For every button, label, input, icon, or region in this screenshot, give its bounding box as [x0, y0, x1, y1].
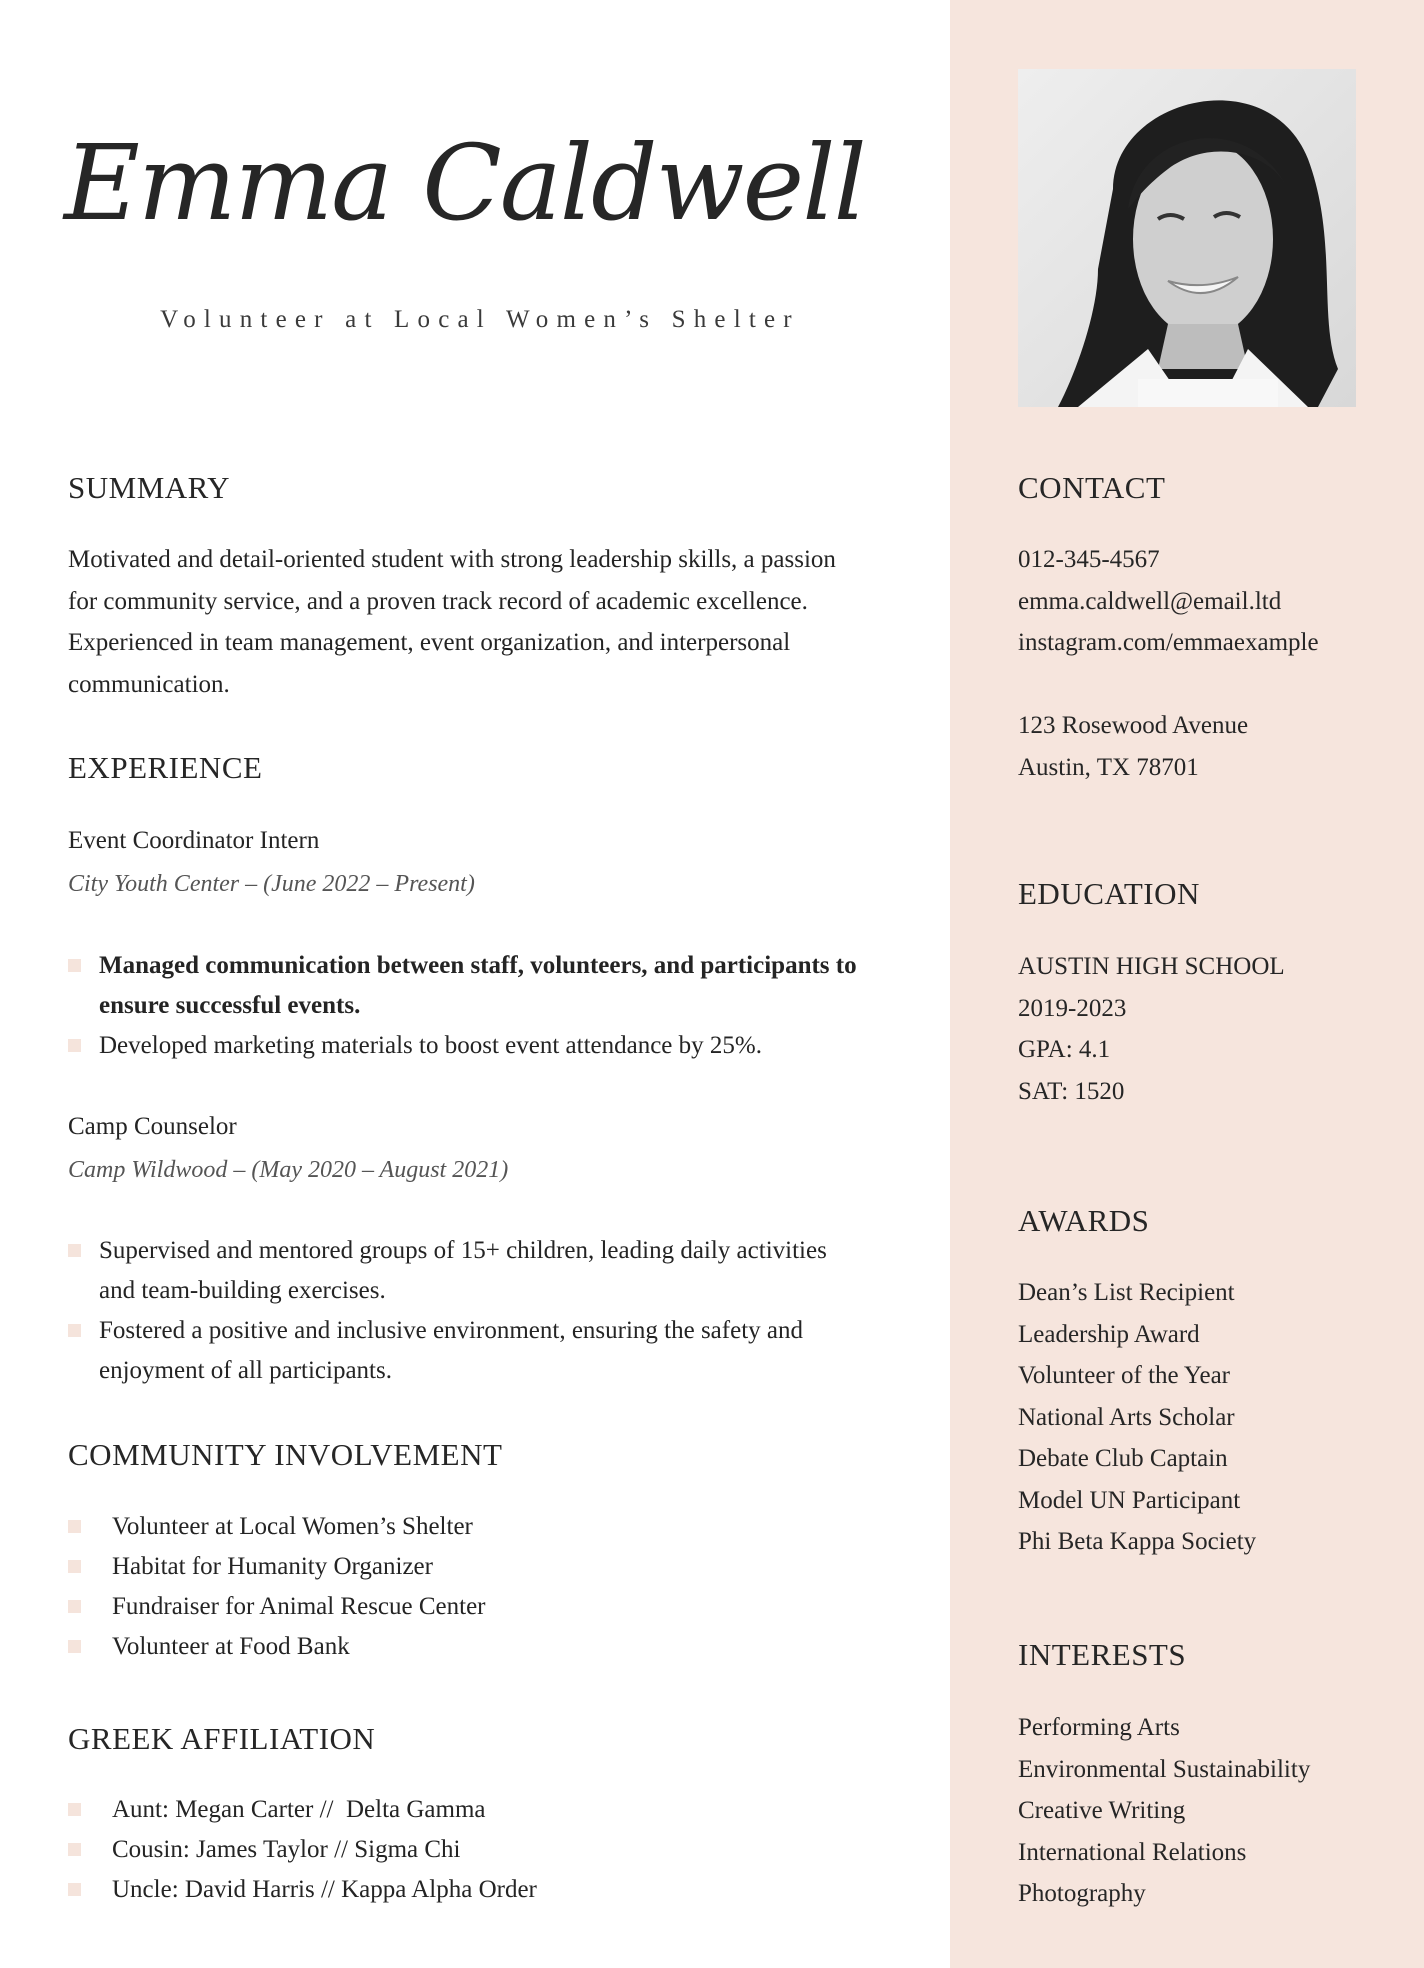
education-sat: SAT: 1520	[1018, 1077, 1125, 1105]
list-item: Uncle: David Harris // Kappa Alpha Order	[68, 1870, 768, 1910]
education-school: AUSTIN HIGH SCHOOL	[1018, 953, 1285, 980]
job-meta: City Youth Center – (June 2022 – Present)	[68, 871, 475, 897]
list-item: Performing Arts	[1018, 1714, 1180, 1741]
list-item: Habitat for Humanity Organizer	[68, 1547, 768, 1587]
summary-heading: SUMMARY	[68, 470, 230, 505]
list-item: Volunteer at Food Bank	[68, 1627, 768, 1667]
bullet-square-icon	[68, 1883, 81, 1896]
contact-social[interactable]: instagram.com/emmaexample	[1018, 629, 1319, 656]
profile-photo	[1018, 69, 1356, 407]
bullet-square-icon	[68, 1843, 81, 1856]
bullet-square-icon	[68, 1244, 81, 1257]
contact-phone: 012-345-4567	[1018, 546, 1160, 573]
education-years: 2019-2023	[1018, 994, 1127, 1022]
list-item: Developed marketing materials to boost event attendance by 25%.	[68, 1026, 888, 1066]
list-item: International Relations	[1018, 1838, 1247, 1866]
awards-list	[1018, 1272, 1256, 1563]
candidate-subtitle: Volunteer at Local Women’s Shelter	[160, 306, 800, 333]
bullet-square-icon	[68, 1803, 81, 1816]
awards-heading: AWARDS	[1018, 1203, 1150, 1238]
summary-text: Motivated and detail-oriented student with strong leadership skills, a passion for community service, and a proven track record of academic excellence. Experienced in team management, event organization, and interpersonal communication.	[68, 546, 836, 698]
list-item: Cousin: James Taylor // Sigma Chi	[68, 1830, 768, 1870]
list-item: Leadership Award	[1018, 1320, 1200, 1348]
list-item: Photography	[1018, 1880, 1146, 1907]
interests-list	[1018, 1707, 1310, 1915]
greek-heading: GREEK AFFILIATION	[68, 1721, 376, 1756]
list-item: Phi Beta Kappa Society	[1018, 1528, 1257, 1555]
list-item: National Arts Scholar	[1018, 1403, 1235, 1431]
contact-heading: CONTACT	[1018, 470, 1166, 505]
education-heading: EDUCATION	[1018, 876, 1200, 911]
list-item: Fundraiser for Animal Rescue Center	[68, 1587, 768, 1627]
job-meta: Camp Wildwood – (May 2020 – August 2021)	[68, 1157, 509, 1183]
community-heading: COMMUNITY INVOLVEMENT	[68, 1437, 503, 1472]
spacer	[1018, 664, 1319, 706]
bullet-square-icon	[68, 1039, 81, 1052]
candidate-name: Emma Caldwell	[64, 122, 865, 244]
contact-address-line2: Austin, TX 78701	[1018, 753, 1199, 781]
contact-info	[1018, 539, 1319, 788]
job-bullets	[68, 946, 888, 1066]
greek-list	[68, 1790, 768, 1910]
list-item: Managed communication between staff, volunteers, and participants to ensure successful events.	[68, 946, 888, 1026]
list-item: Aunt: Megan Carter // Delta Gamma	[68, 1790, 768, 1830]
list-item: Debate Club Captain	[1018, 1445, 1228, 1472]
contact-email[interactable]: emma.caldwell@email.ltd	[1018, 587, 1282, 615]
bullet-square-icon	[68, 1600, 81, 1613]
list-item: Environmental Sustainability	[1018, 1755, 1311, 1783]
bullet-square-icon	[68, 1520, 81, 1533]
interests-heading: INTERESTS	[1018, 1637, 1187, 1672]
list-item: Model UN Participant	[1018, 1486, 1241, 1514]
bullet-square-icon	[68, 1324, 81, 1337]
list-item: Dean’s List Recipient	[1018, 1279, 1235, 1306]
list-item: Supervised and mentored groups of 15+ children, leading daily activities and team-building exercises.	[68, 1231, 868, 1311]
job-title: Event Coordinator Intern	[68, 827, 320, 854]
bullet-square-icon	[68, 1560, 81, 1573]
bullet-square-icon	[68, 959, 81, 972]
list-item: Creative Writing	[1018, 1797, 1186, 1824]
education-gpa: GPA: 4.1	[1018, 1036, 1111, 1063]
bullet-square-icon	[68, 1640, 81, 1653]
job-title: Camp Counselor	[68, 1113, 237, 1140]
community-list	[68, 1507, 768, 1667]
list-item: Volunteer of the Year	[1018, 1362, 1230, 1389]
portrait-icon	[1018, 69, 1356, 407]
job-bullets	[68, 1231, 868, 1391]
contact-address-line1: 123 Rosewood Avenue	[1018, 712, 1249, 739]
list-item: Volunteer at Local Women’s Shelter	[68, 1507, 768, 1547]
experience-heading: EXPERIENCE	[68, 750, 263, 785]
education-info	[1018, 946, 1285, 1112]
list-item: Fostered a positive and inclusive environment, ensuring the safety and enjoyment of all participants.	[68, 1311, 868, 1391]
